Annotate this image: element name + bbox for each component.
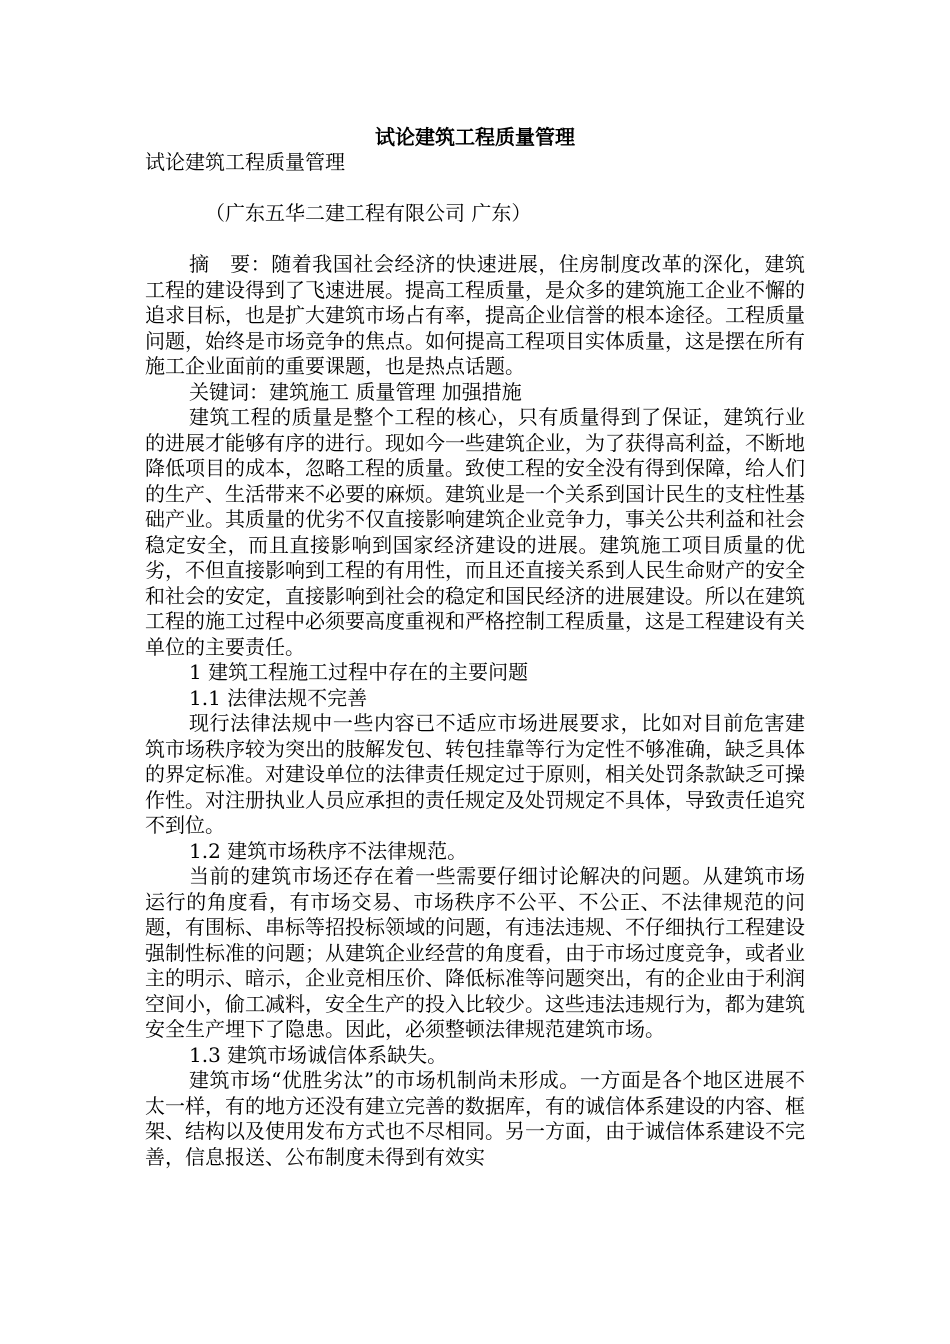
abstract-paragraph: 摘 要：随着我国社会经济的快速进展，住房制度改革的深化，建筑工程的建设得到了飞速进展。提高工程质量，是众多的建筑施工企业不懈的追求目标，也是扩大建筑市场占有率，提高企业信誉的根本途径。工程质量问题，始终是市场竞争的焦点。如何提高工程项目实体质量，这是摆在所有施工企业面前的重要课题，也是热点话题。	[145, 252, 805, 378]
document-title: 试论建筑工程质量管理	[375, 125, 575, 149]
document-subtitle: 试论建筑工程质量管理	[145, 150, 345, 174]
intro-paragraph: 建筑工程的质量是整个工程的核心，只有质量得到了保证，建筑行业的进展才能够有序的进行。现如今一些建筑企业，为了获得高利益，不断地降低项目的成本，忽略工程的质量。致使工程的安全没有得到保障，给人们的生产、生活带来不必要的麻烦。建筑业是一个关系到国计民生的支柱性基础产业。其质量的优劣不仅直接影响建筑企业竞争力，事关公共利益和社会稳定安全，而且直接影响到国家经济建设的进展。建筑施工项目质量的优劣，不但直接影响到工程的有用性，而且还直接关系到人民生命财产的安全和社会的安定，直接影响到社会的稳定和国民经济的进展建设。所以在建筑工程的施工过程中必须要高度重视和严格控制工程质量，这是工程建设有关单位的主要责任。	[145, 405, 805, 659]
section-1-3-paragraph: 建筑市场“优胜劣汰”的市场机制尚未形成。一方面是各个地区进展不太一样，有的地方还没有建立完善的数据库，有的诚信体系建设的内容、框架、结构以及使用发布方式也不尽相同。另一方面，由于诚信体系建设不完善，信息报送、公布制度未得到有效实	[145, 1068, 805, 1169]
document-body	[145, 150, 805, 1170]
section-1-heading: 1 建筑工程施工过程中存在的主要问题	[189, 660, 529, 684]
keywords-line: 关键词：建筑施工 质量管理 加强措施	[189, 379, 522, 404]
section-1-3-heading: 1.3 建筑市场诚信体系缺失。	[189, 1042, 448, 1067]
author-affiliation: （广东五华二建工程有限公司 广东）	[205, 201, 532, 225]
section-1-2-paragraph: 当前的建筑市场还存在着一些需要仔细讨论解决的问题。从建筑市场运行的角度看，有市场交易、市场秩序不公平、不公正、不法律规范的问题，有围标、串标等招投标领域的问题，有违法违规、不仔细执行工程建设强制性标准的问题；从建筑企业经营的角度看，由于市场过度竞争，或者业主的明示、暗示，企业竞相压价、降低标准等问题突出，有的企业由于利润空间小，偷工减料，安全生产的投入比较少。这些违法违规行为，都为建筑安全生产埋下了隐患。因此，必须整顿法律规范建筑市场。	[145, 864, 805, 1041]
blank-line	[145, 227, 805, 253]
section-1-2-heading: 1.2 建筑市场秩序不法律规范。	[189, 838, 468, 863]
blank-line	[145, 176, 805, 202]
section-1-1-paragraph: 现行法律法规中一些内容已不适应市场进展要求，比如对目前危害建筑市场秩序较为突出的肢解发包、转包挂靠等行为定性不够准确，缺乏具体的界定标准。对建设单位的法律责任规定过于原则，相关处罚条款缺乏可操作性。对注册执业人员应承担的责任规定及处罚规定不具体，导致责任追究不到位。	[145, 711, 805, 837]
section-1-1-heading: 1.1 法律法规不完善	[189, 685, 368, 710]
